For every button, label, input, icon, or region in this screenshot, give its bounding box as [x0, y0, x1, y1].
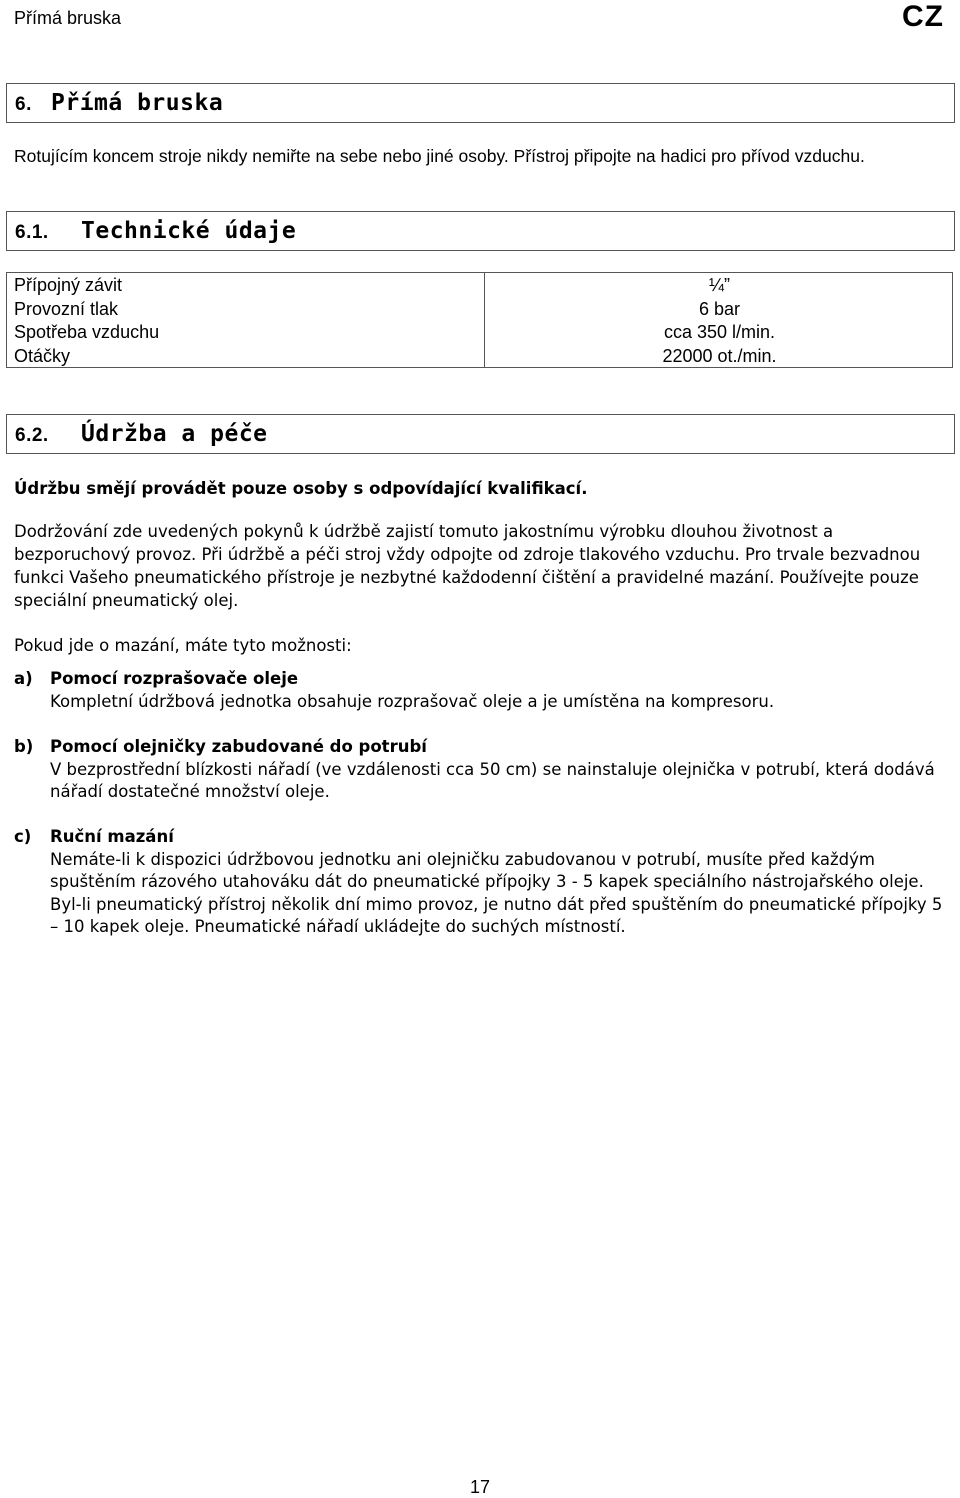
option-body	[50, 826, 949, 939]
maintenance-title: Údržba a péče	[81, 421, 268, 447]
option-title: Ruční mazání	[50, 827, 174, 846]
maintenance-heading	[6, 414, 955, 454]
page-number: 17	[469, 1477, 491, 1497]
option-label: c)	[14, 827, 32, 846]
option-label: a)	[14, 669, 33, 688]
tech-heading-text	[15, 218, 296, 244]
spec-label: Spotřeba vzduchu	[14, 322, 160, 342]
spec-value: 6 bar	[698, 298, 741, 319]
lubrication-option	[14, 668, 949, 713]
lubrication-option	[14, 826, 949, 939]
spec-label: Přípojný závit	[14, 275, 123, 295]
option-text: Nemáte-li k dispozici údržbovou jednotku ani olejničku zabudovanou v potrubí, musíte před každým spuštěním rázového utahováku dát do pneumatické přípojky 3 - 5 kapek speciálního nástrojařského oleje. Byl-li pneumatický přístroj několik dní mimo provoz, je nutno dát před spuštěním do pneumatické přípojky 5 – 10 kapek oleje. Pneumatické nářadí ukládejte do suchých místností.	[50, 849, 943, 936]
maintenance-heading-text	[15, 421, 268, 447]
lubrication-option	[14, 736, 949, 804]
option-text: V bezprostřední blízkosti nářadí (ve vzdálenosti cca 50 cm) se nainstaluje olejnička v potrubí, která dodává nářadí dostatečné množství oleje.	[50, 759, 935, 801]
option-label: b)	[14, 737, 34, 756]
option-text: Kompletní údržbová jednotka obsahuje rozprašovač oleje a je umístěna na kompresoru.	[50, 691, 775, 711]
lubrication-intro: Pokud jde o mazání, máte tyto možnosti:	[14, 636, 352, 655]
section-number: 6.	[15, 94, 32, 115]
maintenance-number: 6.2.	[15, 425, 49, 446]
spec-label: Provozní tlak	[14, 298, 119, 319]
section-heading-text	[15, 90, 223, 116]
tech-heading	[6, 211, 955, 251]
option-body	[50, 668, 949, 713]
intro-paragraph: Rotujícím koncem stroje nikdy nemiřte na sebe nebo jiné osoby. Přístroj připojte na hadici pro přívod vzduchu.	[14, 146, 865, 166]
spec-values	[487, 274, 952, 368]
option-title: Pomocí olejničky zabudované do potrubí	[50, 737, 427, 756]
section-title: Přímá bruska	[51, 90, 224, 116]
qualification-note: Údržbu smějí provádět pouze osoby s odpovídající kvalifikací.	[14, 479, 588, 498]
spec-label: Otáčky	[14, 345, 71, 366]
option-body	[50, 736, 949, 804]
spec-labels	[14, 274, 159, 368]
tech-title: Technické údaje	[81, 218, 297, 244]
tech-number: 6.1.	[15, 222, 49, 243]
header-language-code: CZ	[902, 0, 944, 33]
spec-table-divider	[484, 273, 485, 367]
spec-value: cca 350 l/min.	[663, 322, 776, 342]
header-title: Přímá bruska	[14, 8, 122, 28]
spec-table	[6, 272, 953, 368]
section-heading	[6, 83, 955, 123]
maintenance-paragraph: Dodržování zde uvedených pokynů k údržbě zajistí tomuto jakostnímu výrobku dlouhou životnost a bezporuchový provoz. Při údržbě a péči stroj vždy odpojte od zdroje tlakového vzduchu. Pro trvale bezvadnou funkci Vašeho pneumatického přístroje je nezbytné každodenní čištění a pravidelné mazání. Používejte pouze speciální pneumatický olej.	[14, 522, 921, 610]
spec-value: ¼”	[708, 275, 730, 295]
option-title: Pomocí rozprašovače oleje	[50, 669, 299, 688]
spec-value: 22000 ot./min.	[662, 345, 777, 366]
